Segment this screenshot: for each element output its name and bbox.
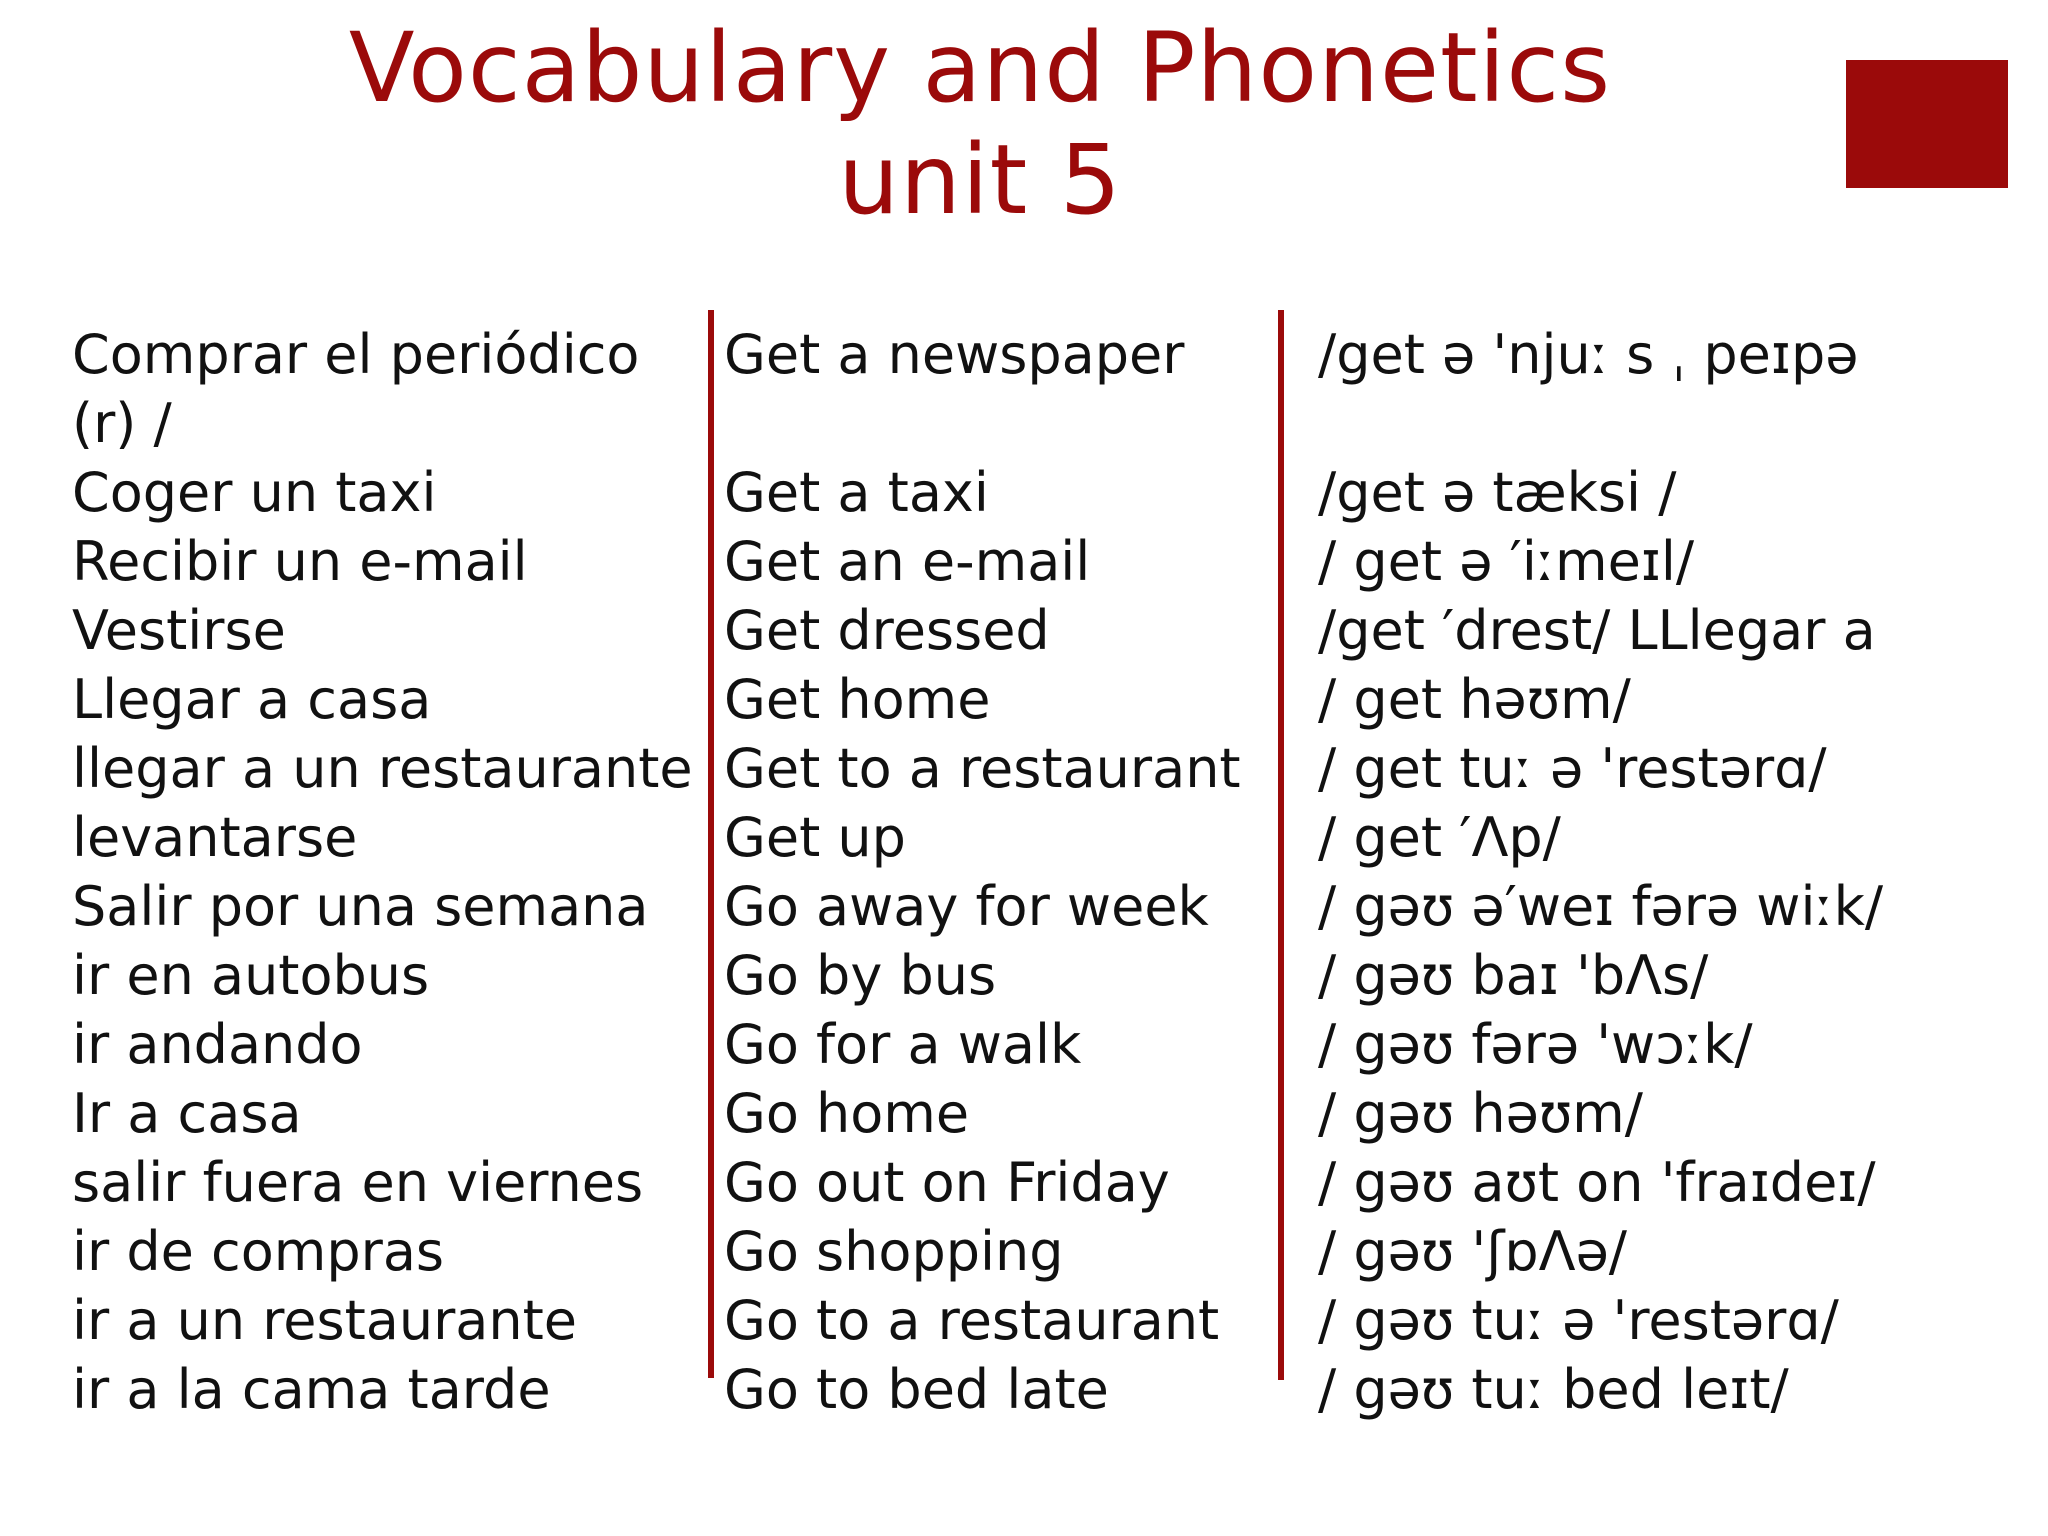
- english-term: Go away for week: [724, 875, 1209, 938]
- spanish-term: Vestirse: [72, 599, 286, 662]
- english-term: Go to a restaurant: [724, 1289, 1220, 1352]
- phonetic-transcription: / get ə ′iːmeɪl/: [1318, 530, 1695, 593]
- phonetic-transcription: / gəʊ tuː ə 'restərɑ/: [1318, 1289, 1839, 1352]
- spanish-term: ir en autobus: [72, 944, 430, 1007]
- english-term: Get dressed: [724, 599, 1050, 662]
- phonetic-column: [1318, 320, 1948, 1424]
- phonetic-transcription: / gəʊ fərə 'wɔːk/: [1318, 1013, 1753, 1076]
- phonetic-transcription: / gəʊ baɪ 'bΛs/: [1318, 944, 1709, 1007]
- phonetic-transcription: / gəʊ aʊt on 'fraɪdeɪ/: [1318, 1151, 1876, 1214]
- slide-title: [300, 12, 1660, 236]
- phonetic-transcription: /get ə tæksi /: [1318, 461, 1677, 524]
- spanish-term: Comprar el periódico (r) /: [72, 323, 640, 455]
- phonetic-transcription: /get ə 'njuː s ˌ peɪpə: [1318, 323, 1859, 386]
- spanish-term: Coger un taxi: [72, 461, 437, 524]
- english-term: Get a newspaper: [724, 323, 1185, 386]
- english-term: Go shopping: [724, 1220, 1064, 1283]
- phonetic-transcription: /get ′drest/ LLlegar a: [1318, 599, 1876, 662]
- english-term: Go by bus: [724, 944, 997, 1007]
- column-divider-1: [708, 310, 714, 1378]
- spanish-column: [72, 320, 702, 1424]
- spanish-term: ir andando: [72, 1013, 363, 1076]
- phonetic-transcription: / gəʊ 'ʃɒΛə/: [1318, 1220, 1627, 1283]
- english-term: Go for a walk: [724, 1013, 1082, 1076]
- spanish-term: salir fuera en viernes: [72, 1151, 644, 1214]
- spanish-term: Recibir un e-mail: [72, 530, 528, 593]
- phonetic-transcription: / gəʊ ə′weɪ fərə wiːk/: [1318, 875, 1884, 938]
- spanish-term: Salir por una semana: [72, 875, 649, 938]
- english-column: [724, 320, 1354, 1424]
- english-term: Get home: [724, 668, 991, 731]
- spanish-term: llegar a un restaurante: [72, 737, 693, 800]
- slide-title-line-2: unit 5: [838, 124, 1122, 236]
- spanish-term: Llegar a casa: [72, 668, 432, 731]
- english-term: Go to bed late: [724, 1358, 1109, 1421]
- phonetic-transcription: / gəʊ həʊm/: [1318, 1082, 1643, 1145]
- spanish-term: ir a un restaurante: [72, 1289, 578, 1352]
- english-term: Get up: [724, 806, 906, 869]
- accent-square: [1846, 60, 2008, 188]
- spanish-term: Ir a casa: [72, 1082, 302, 1145]
- english-term: Get to a restaurant: [724, 737, 1241, 800]
- phonetic-transcription: / get ′Λp/: [1318, 806, 1561, 869]
- english-term: Go out on Friday: [724, 1151, 1170, 1214]
- spanish-term: ir a la cama tarde: [72, 1358, 551, 1421]
- phonetic-transcription: / get tuː ə 'restərɑ/: [1318, 737, 1827, 800]
- slide-title-line-1: Vocabulary and Phonetics: [348, 12, 1612, 124]
- phonetic-transcription: / get həʊm/: [1318, 668, 1631, 731]
- english-term: Get a taxi: [724, 461, 989, 524]
- english-term: Go home: [724, 1082, 970, 1145]
- spanish-term: ir de compras: [72, 1220, 445, 1283]
- english-term: Get an e-mail: [724, 530, 1091, 593]
- phonetic-transcription: / gəʊ tuː bed leɪt/: [1318, 1358, 1789, 1421]
- spanish-term: levantarse: [72, 806, 358, 869]
